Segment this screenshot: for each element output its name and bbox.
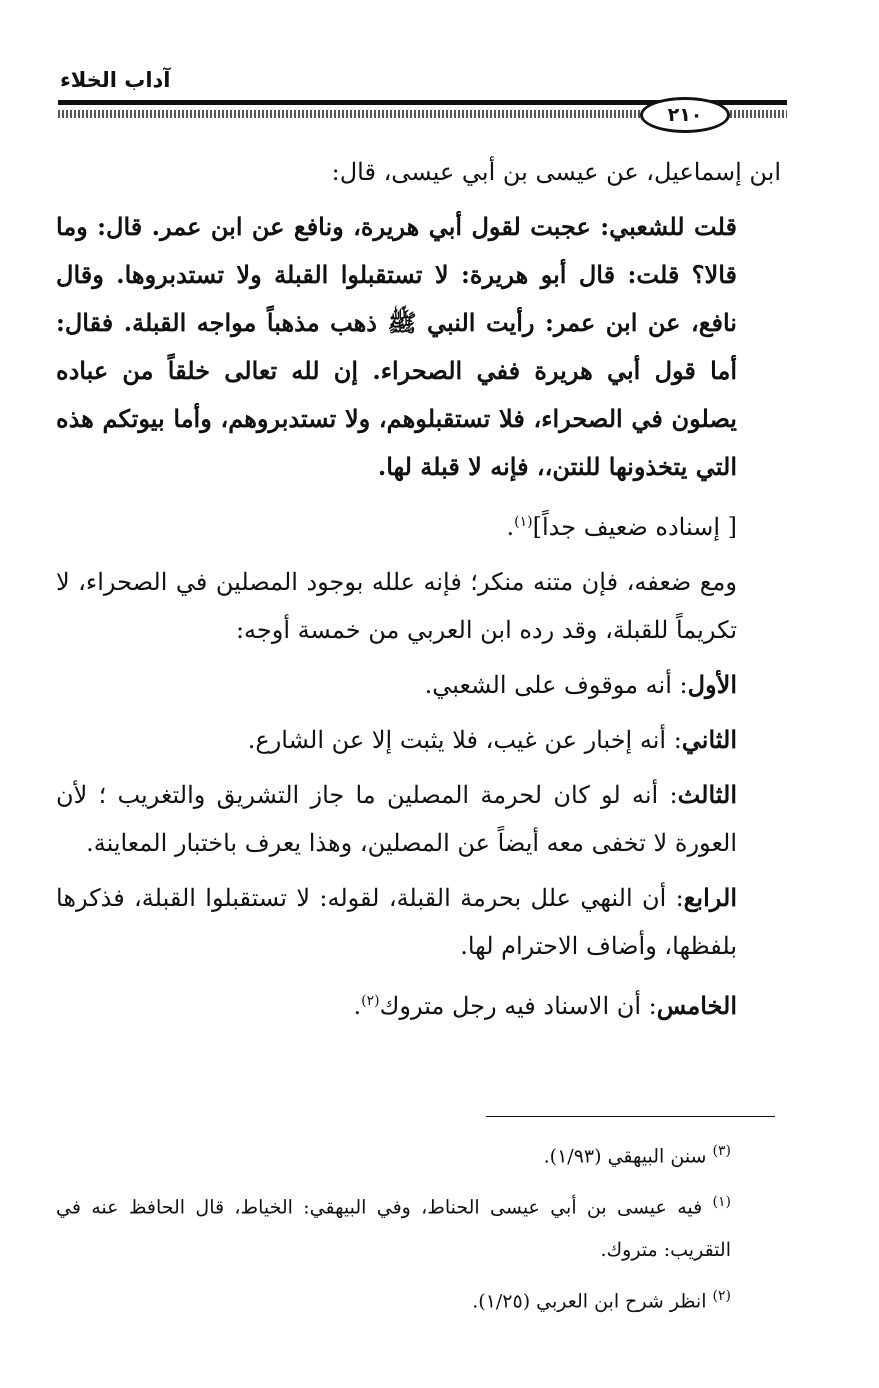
- point-fifth-text: : أن الاسناد فيه رجل متروك: [379, 992, 657, 1020]
- footnote-2-marker: (٢): [712, 1287, 731, 1304]
- point-third-label: الثالث: [677, 780, 738, 809]
- grading-text: [ إسناده ضعيف جداً]: [532, 513, 737, 541]
- point-second: [56, 716, 781, 764]
- point-third: [56, 771, 781, 867]
- paragraph-hadith: قلت للشعبي: عجبت لقول أبي هريرة، ونافع عن ابن عمر. قال: وما قالا؟ قلت: قال أبو هريرة: لا تستقبلوا القبلة ولا تستدبروها. وقال نافع، عن ابن عمر: رأيت النبي ﷺ ذهب مذهباً مواجه القبلة. فقال: أما قول أبي هريرة ففي الصحراء. إن لله تعالى خلقاً من عباده يصلون في الصحراء، فلا تستقبلوهم، ولا تستدبروهم، وأما بيوتكم هذه التي يتخذونها للنتن،، فإنه لا قبلة لها.: [56, 212, 737, 481]
- point-third-text: : أنه لو كان لحرمة المصلين ما جاز التشريق والتغريب ؛ لأن العورة لا تخفى معه أيضاً عن المصلين، وهذا يعرف باختبار المعاينة.: [56, 781, 737, 857]
- footnote-2: [56, 1275, 775, 1322]
- point-second-text: : أنه إخبار عن غيب، فلا يثبت إلا عن الشارع.: [247, 726, 682, 754]
- point-fifth-label: الخامس: [656, 991, 737, 1020]
- point-first-text: : أنه موقوف على الشعبي.: [424, 671, 688, 699]
- main-text: [56, 148, 781, 1037]
- running-header-title: آداب الخلاء: [60, 68, 171, 92]
- footnote-1-marker: (١): [712, 1194, 731, 1211]
- footnote-ref-1: (١): [514, 514, 533, 530]
- paragraph-chain: ابن إسماعيل، عن عيسى بن أبي عيسى، قال:: [331, 158, 781, 186]
- point-fifth: [56, 977, 781, 1030]
- footnote-3: [56, 1130, 775, 1177]
- point-first-label: الأول: [687, 670, 737, 699]
- point-second-label: الثاني: [681, 725, 737, 754]
- page-number: ٢١٠: [640, 97, 730, 133]
- point-first: [56, 661, 781, 709]
- point-fourth-text: : أن النهي علل بحرمة القبلة، لقوله: لا تستقبلوا القبلة، فذكرها بلفظها، وأضاف الاحترام لها.: [56, 884, 737, 960]
- paragraph-commentary: ومع ضعفه، فإن متنه منكر؛ فإنه علله بوجود المصلين في الصحراء، لا تكريماً للقبلة، وقد رده ابن العربي من خمسة أوجه:: [56, 568, 737, 644]
- footnotes: [56, 1130, 775, 1326]
- point-fourth-label: الرابع: [683, 883, 737, 912]
- footnote-1-text: فيه عيسى بن أبي عيسى الحناط، وفي البيهقي: الخياط، قال الحافظ عنه في التقريب: متروك.: [56, 1196, 731, 1261]
- footnote-1: [56, 1181, 775, 1270]
- footnote-2-text: انظر شرح ابن العربي (١/٢٥).: [472, 1289, 707, 1312]
- paragraph-grading: [ إسناده ضعيف جداً]$^{(١)}$.: [506, 513, 737, 541]
- point-fifth-end: .: [353, 992, 362, 1020]
- point-fourth: [56, 874, 781, 970]
- footnote-3-marker: (٣): [712, 1143, 731, 1159]
- footnote-3-text: سنن البيهقي (١/٩٣).: [543, 1145, 707, 1168]
- footnote-ref-2: (٢): [361, 993, 380, 1009]
- footnote-separator: [486, 1116, 775, 1117]
